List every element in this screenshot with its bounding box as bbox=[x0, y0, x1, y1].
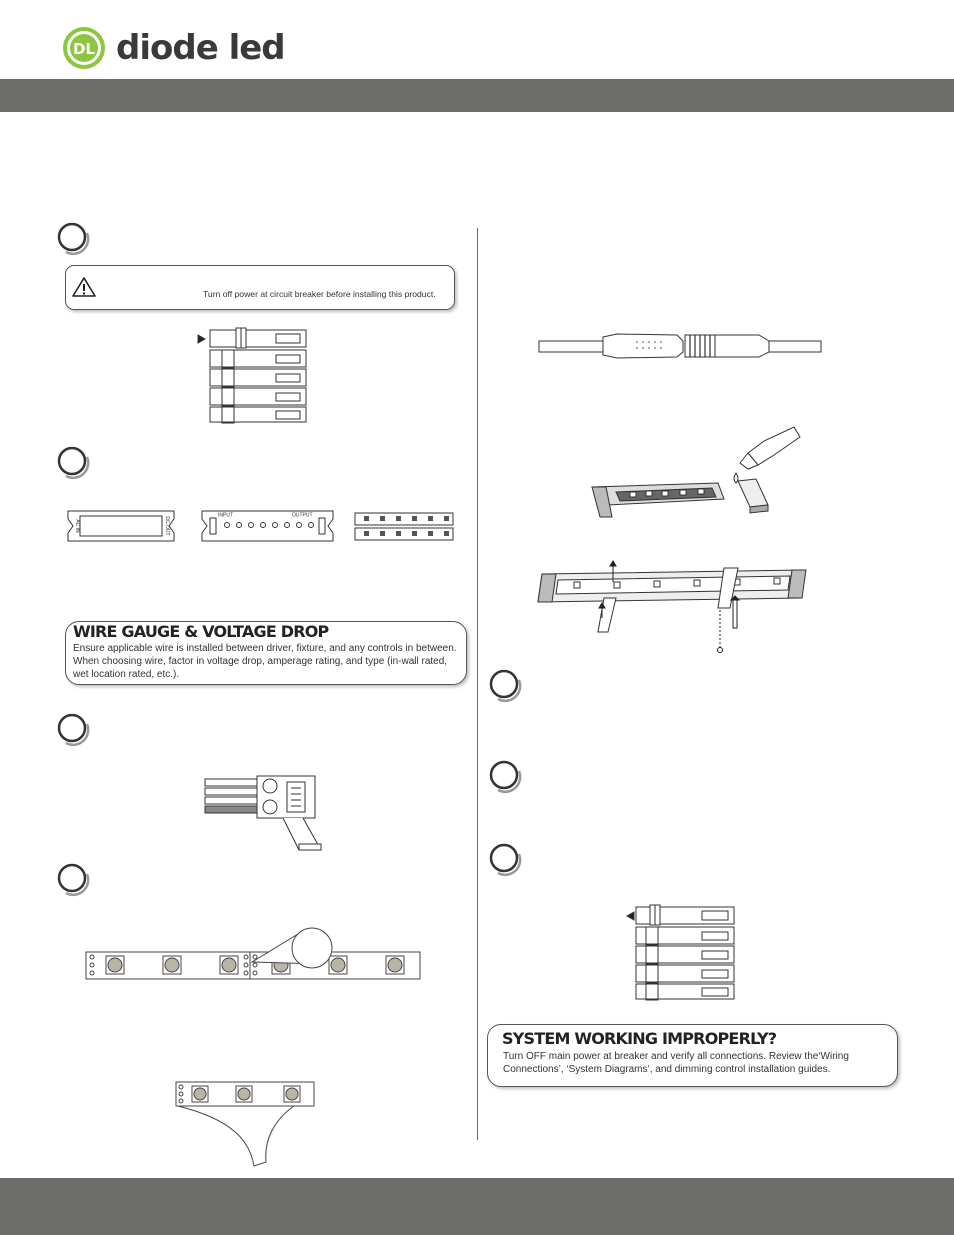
warning-triangle-icon bbox=[72, 276, 96, 298]
dimmer-input-label: INPUT bbox=[218, 512, 233, 519]
wire-gauge-title: WIRE GAUGE & VOLTAGE DROP bbox=[73, 622, 329, 641]
column-divider bbox=[477, 228, 478, 1140]
led-driver-illustration bbox=[66, 509, 176, 543]
header-band bbox=[0, 79, 954, 112]
warning-box bbox=[65, 265, 455, 310]
breaker-panel-off-illustration bbox=[196, 328, 311, 423]
step-circle-icon bbox=[56, 445, 92, 481]
step-circle-icon bbox=[488, 668, 524, 704]
driver-ac-in-label: AC IN bbox=[74, 519, 80, 533]
logo-monogram: DL bbox=[72, 40, 96, 58]
step-circle-icon bbox=[488, 759, 524, 795]
step-circle-icon bbox=[56, 221, 92, 257]
brand-name: diode led bbox=[116, 28, 285, 68]
mounting-clips-illustration bbox=[534, 560, 809, 655]
step-circle-icon bbox=[56, 862, 92, 898]
dimmer-output-label: OUTPUT bbox=[292, 512, 313, 519]
wire-connector-illustration bbox=[203, 774, 328, 854]
driver-dc-out-label: DC OUT bbox=[164, 516, 170, 536]
wire-gauge-body: Ensure applicable wire is installed between driver, fixture, and any controls in between. When choosing wire, factor in voltage drop, amperage rating, and type (in-wall rated, wet location rated, etc.). bbox=[73, 643, 457, 680]
warning-text: Turn off power at circuit breaker before installing this product. bbox=[203, 289, 436, 299]
system-troubleshoot-body: Turn OFF main power at breaker and verify all connections. Review the‘Wiring Connections’, ‘System Diagrams’, and dimming control installation guides. bbox=[503, 1051, 849, 1075]
system-troubleshoot-title: SYSTEM WORKING IMPROPERLY? bbox=[502, 1029, 777, 1048]
waterproof-connector-illustration bbox=[537, 332, 823, 360]
end-cap-sealant-illustration bbox=[588, 425, 813, 520]
led-strip-cut-mark-illustration bbox=[84, 924, 424, 984]
dimmer-controller-illustration bbox=[200, 509, 335, 543]
led-strip-adhesive-peel-illustration bbox=[174, 1080, 319, 1170]
led-tape-reels-illustration bbox=[354, 512, 454, 542]
step-circle-icon bbox=[56, 712, 92, 748]
footer-band bbox=[0, 1178, 954, 1235]
breaker-panel-on-illustration bbox=[622, 905, 737, 1000]
step-circle-icon bbox=[488, 842, 524, 878]
